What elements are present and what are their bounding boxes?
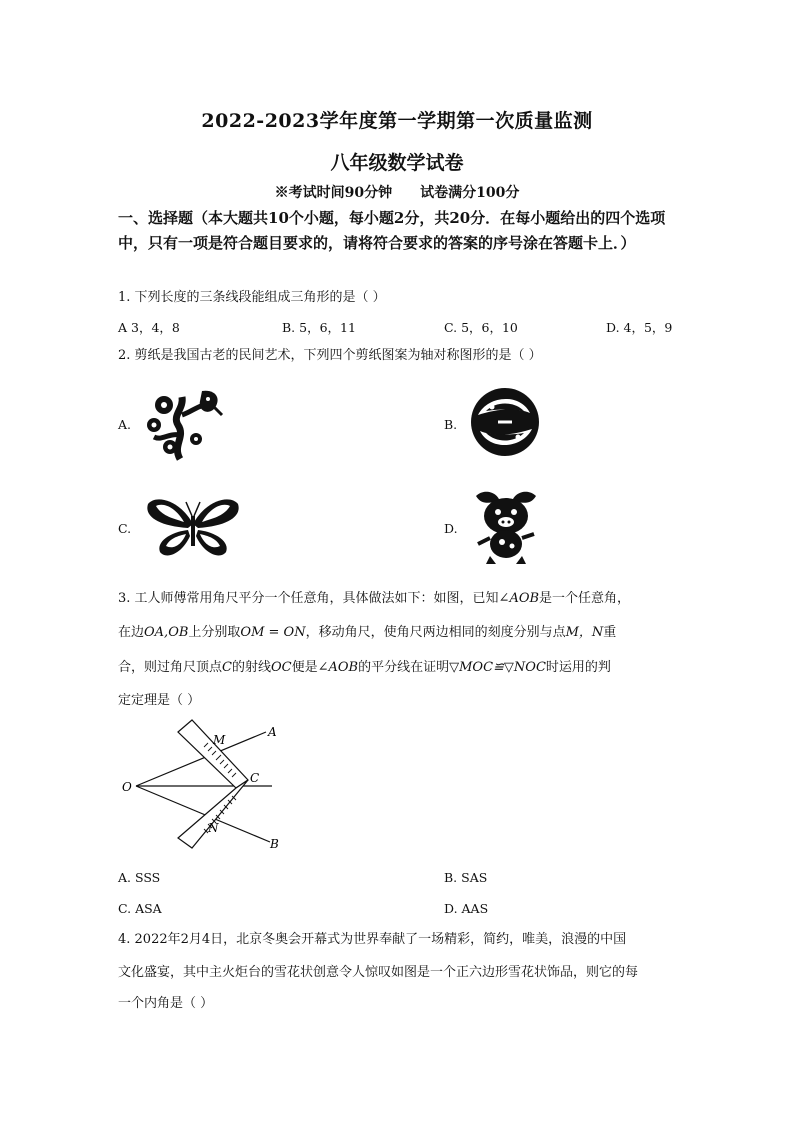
label-b: B [270, 837, 279, 851]
exam-subtitle: 八年级数学试卷 [330, 152, 464, 174]
text: 重 [603, 625, 617, 640]
label-m: M [213, 733, 226, 747]
label-c: C [250, 771, 260, 785]
q1-option-d: D. 4，5，9 [606, 320, 673, 335]
text: 在边 [118, 625, 145, 640]
label-a: A [268, 725, 277, 739]
points-m-n: M，N [565, 625, 604, 640]
question-4-line-1: 4. 2022年2月4日，北京冬奥会开幕式为世界奉献了一场精彩，简约，唯美，浪漫的中国 [118, 932, 627, 947]
question-4-line-2: 文化盛宴，其中主火炬台的雪花状创意令人惊叹如图是一个正六边形雪花状饰品，则它的每 [118, 965, 639, 980]
angle-ruler-figure [118, 718, 294, 854]
question-3-line-1 [118, 583, 678, 614]
section-heading: 一、选择题（本大题共10个小题，每小题2分，共20分．在每小题给出的四个选项中，只有一项是符合题目要求的，请将符合要求的答案的序号涂在答题卡上．） [118, 209, 666, 252]
time-note: ※考试时间90分钟 [274, 185, 393, 201]
exam-info [0, 182, 794, 202]
label-o: O [122, 780, 132, 794]
text: 上分别取 [188, 625, 241, 640]
q1-option-b: B. 5，6，11 [282, 320, 356, 335]
question-1-stem: 1. 下列长度的三条线段能组成三角形的是（ ） [118, 290, 386, 305]
q3-option-d: D. AAS [444, 901, 489, 916]
q1-option-c: C. 5，6，10 [444, 320, 518, 335]
label-n: N [208, 821, 219, 835]
sides-oa-ob: OA,OB [144, 625, 189, 640]
question-4-line-3: 一个内角是（ ） [118, 996, 214, 1011]
q2-option-c: C. [118, 521, 132, 536]
text: ，移动角尺，使角尺两边相同的刻度分别与点 [305, 625, 566, 640]
q2-option-b: B. [444, 417, 458, 432]
text: 的平分线在证明 [358, 660, 450, 675]
point-c: C [222, 660, 232, 675]
score-note: 试卷满分100分 [420, 185, 520, 201]
ruler-lower-arm [178, 780, 248, 848]
exam-title: 2022-2023学年度第一学期第一次质量监测 [201, 110, 593, 132]
angle-aob: ∠AOB [498, 591, 540, 606]
butterfly-papercut-image [144, 494, 242, 560]
text: 时运用的判 [545, 660, 611, 675]
ray-oc: OC [270, 660, 292, 675]
angle-aob: ∠AOB [317, 660, 359, 675]
q3-option-b: B. SAS [444, 870, 488, 885]
q2-option-a: A. [118, 417, 132, 432]
question-2-stem: 2. 剪纸是我国古老的民间艺术，下列四个剪纸图案为轴对称图形的是（ ） [118, 348, 542, 363]
q1-option-a: A 3，4，8 [118, 320, 180, 335]
question-3-line-4: 定定理是（ ） [118, 693, 201, 708]
congruence-expression: ▽MOC≌▽NOC [449, 660, 546, 675]
question-3-line-2 [118, 617, 678, 648]
text: 便是 [291, 660, 318, 675]
text: 的射线 [231, 660, 271, 675]
plum-blossom-papercut-image [142, 385, 226, 463]
q2-option-d: D. [444, 521, 458, 536]
fish-papercut-image [468, 385, 542, 459]
text: 是一个任意角， [539, 591, 631, 606]
q3-option-c: C. ASA [118, 901, 162, 916]
text: 合，则过角尺顶点 [118, 660, 223, 675]
equation-om-on: OM = ON [240, 625, 306, 640]
q3-option-a: A. SSS [118, 870, 161, 885]
pig-papercut-image [470, 486, 542, 566]
question-3-line-3 [118, 652, 678, 683]
text: 3. 工人师傅常用角尺平分一个任意角，具体做法如下：如图，已知 [118, 591, 499, 606]
